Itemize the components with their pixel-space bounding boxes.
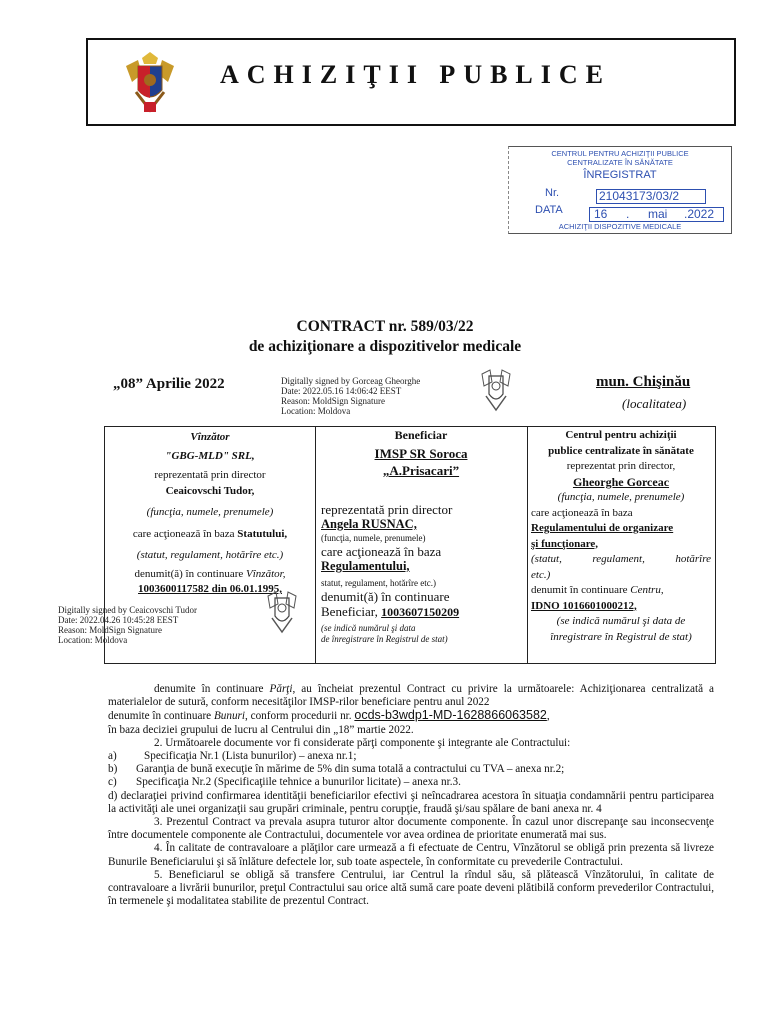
centre-person: Gheorghe Gorceac	[572, 474, 670, 489]
seller-named-as: Vînzător,	[246, 567, 286, 580]
contract-subtitle: de achiziţionare a dispozitivelor medicale	[248, 338, 522, 355]
digital-signature-top: Digitally signed by Gorceag Gheorghe Date: 2022.05.16 14:06:42 EEST Reason: MoldSign Signature Location: Moldova	[281, 376, 421, 416]
buyer-title: Beneficiar	[394, 428, 448, 442]
seller-name: "GBG-MLD" SRL,	[165, 449, 255, 462]
buyer-named: denumit(ă) în continuare	[321, 588, 450, 604]
list-marker: c)	[108, 776, 117, 789]
list-text: Specificaţia Nr.2 (Specificaţiile tehnice a bunurilor licitate) – anexa nr.3.	[136, 776, 461, 789]
centre-named-as: Centru,	[630, 584, 664, 596]
buyer-basis-hint: statut, regulament, hotărîre etc.)	[321, 577, 436, 588]
registration-stamp	[508, 146, 732, 234]
contract-city-hint: (localitatea)	[622, 396, 687, 411]
stamp-nr-label: Nr.	[545, 187, 560, 199]
buyer-acts: care acţionează în baza	[321, 543, 442, 559]
list-item	[108, 763, 714, 776]
centre-title-1: Centrul pentru achiziţii	[565, 429, 677, 441]
body-text: , conform procedurii nr.	[245, 710, 355, 723]
centre-basis-hint-1: (statut, regulament, hotărîre	[531, 553, 711, 565]
centre-acts-basis-1: Regulamentului de organizare	[531, 522, 674, 534]
seller-idno: 1003600117582 din 06.01.1995,	[138, 583, 282, 595]
body-paragraph: 4. În calitate de contravaloare a plăţilor care urmează a fi efectuate de Centru, Vînzătorul se obligă prin prezenta să livreze Bunurile Beneficiarului şi să înlăture defectele lor, sub toate aspectele, în conformitate cu prevederile Contractului.	[108, 842, 714, 868]
buyer-idno-hint-2: de înregistrare în Registrul de stat)	[321, 633, 448, 644]
body-text: denumite în continuare	[108, 710, 214, 723]
buyer-acts-basis: Regulamentului,	[321, 559, 410, 573]
buyer-idno: 1003607150209	[381, 605, 460, 619]
list-marker: b)	[108, 763, 118, 776]
seller-named: denumit(ă) în continuare	[134, 567, 247, 580]
centre-basis-hint-2: etc.)	[531, 568, 551, 581]
stamp-org-line2: CENTRALIZATE ÎN SĂNĂTATE	[567, 158, 673, 167]
body-text: denumite în continuare	[154, 683, 270, 695]
stamp-month: mai	[648, 207, 668, 221]
coat-of-arms-icon	[122, 52, 178, 116]
contract-city: mun. Chişinău	[596, 374, 691, 390]
buyer-name-1: IMSP SR Soroca	[374, 445, 468, 461]
emblem-icon	[476, 366, 516, 412]
centre-idno-hint-2: înregistrare în Registrul de stat)	[550, 630, 692, 643]
centre-person-hint: (funcţia, numele, prenumele)	[557, 491, 685, 503]
stamp-org-line1: CENTRUL PENTRU ACHIZIŢII PUBLICE	[551, 149, 689, 158]
table-divider	[527, 426, 528, 664]
buyer-rep: reprezentată prin director	[321, 501, 453, 517]
buyer-named-as: Beneficiar,	[321, 604, 382, 619]
body-paragraph: 2. Următoarele documente vor fi considerate părţi componente şi integrante ale Contractului:	[154, 736, 571, 749]
seller-person: Ceaicovschi Tudor,	[165, 484, 255, 497]
body-text: Bunuri	[213, 710, 246, 723]
body-paragraph	[108, 709, 714, 723]
buyer-name-2: „A.Prisacari”	[382, 463, 460, 478]
body-paragraph	[108, 683, 714, 709]
body-paragraph: în baza deciziei grupului de lucru al Centrului din „18” martie 2022.	[108, 723, 414, 736]
table-divider	[315, 426, 316, 664]
centre-column	[531, 428, 711, 645]
body-paragraph: 3. Prezentul Contract va prevala asupra tuturor altor documente componente. În cazul unor discrepanţe sau inconsecvenţe între documentele componente ale Contractului, documentele vor avea ordinea de prioritate enumerată mai sus.	[108, 816, 714, 842]
stamp-day: 16	[594, 207, 608, 221]
stamp-date-value	[589, 207, 724, 222]
stamp-year: .2022	[684, 207, 715, 221]
seller-rep: reprezentată prin director	[154, 469, 266, 481]
contract-title: CONTRACT nr. 589/03/22	[296, 318, 474, 335]
body-paragraph: 5. Beneficiarul se obligă să transfere Centrului, iar Centrul la rîndul său, să plătească Vînzătorului, în calitate de contravaloare a livrării bunurilor, preţul Contractului sau orice altă sumă care poate deveni plătibilă conform prevederilor Contractului, în termenele şi modalitatea stabilite de prezentul Contract.	[108, 868, 714, 908]
seller-person-hint: (funcţia, numele, prenumele)	[146, 506, 274, 518]
centre-acts: care acţionează în baza	[531, 506, 633, 519]
list-text: Garanţia de bună execuţie în mărime de 5% din suma totală a contractului cu TVA – anexa nr.2;	[136, 763, 565, 776]
seller-acts-basis: Statutului,	[237, 527, 288, 540]
centre-idno-hint-1: (se indică numărul şi data de	[556, 615, 686, 627]
buyer-person-hint: (funcţia, numele, prenumele)	[321, 532, 426, 543]
seller-column	[106, 430, 314, 598]
seller-basis-hint: (statut, regulament, hotărîre etc.)	[136, 549, 284, 561]
stamp-date-label: DATA	[535, 204, 563, 216]
stamp-registered: ÎNREGISTRAT	[583, 169, 657, 181]
list-item	[108, 776, 714, 789]
stamp-dept: ACHIZIŢII DISPOZITIVE MEDICALE	[558, 222, 682, 231]
buyer-column	[317, 428, 525, 645]
contract-date: „08” Aprilie 2022	[113, 376, 225, 392]
buyer-person: Angela RUSNAC,	[321, 517, 417, 531]
centre-named: denumit în continuare	[531, 584, 631, 596]
emblem-icon	[262, 588, 302, 634]
procedure-number: ocds-b3wdp1-MD-1628866063582	[354, 708, 547, 723]
list-text: Specificaţia Nr.1 (Lista bunurilor) – anexa nr.1;	[144, 750, 357, 763]
list-marker: a)	[108, 750, 117, 763]
stamp-nr-value: 21043173/03/2	[596, 189, 706, 204]
centre-idno: IDNO 1016601000212,	[531, 599, 637, 612]
page-title: ACHIZIŢII PUBLICE	[220, 60, 612, 89]
list-item	[108, 750, 714, 763]
buyer-idno-hint-1: (se indică numărul şi data	[321, 622, 416, 633]
centre-acts-basis-2: şi funcţionare,	[531, 537, 599, 550]
body-text: ,	[546, 710, 550, 723]
body-text: Părţi	[269, 683, 293, 695]
centre-title-2: publice centralizate în sănătate	[548, 444, 694, 457]
seller-acts: care acţionează în baza	[132, 527, 238, 540]
contract-body	[108, 683, 714, 908]
digital-signature-left: Digitally signed by Ceaicovschi Tudor Date: 2022.04.26 10:45:28 EEST Reason: MoldSign Signature Location: Moldova	[58, 605, 197, 645]
body-paragraph: d) declaraţiei privind confirmarea identităţii beneficiarilor efectivi şi neîncadrarea acestora în situaţia condamnării pentru participarea la activităţi ale unei organizaţii sau grupări criminale, pentru corupţie, fraudă şi/sau spălare de bani anexa nr. 4	[108, 789, 714, 815]
seller-title: Vînzător	[190, 431, 230, 443]
stamp-dot: .	[626, 207, 630, 221]
body-text: , au încheiat prezentul Contract cu privire la următoarele: Achiziţionarea centralizată a materialelor de sutură, conform necesităţilor IMSP-rilor beneficiare pentru anul 2022	[108, 683, 714, 709]
centre-rep: reprezentat prin director,	[566, 460, 676, 472]
